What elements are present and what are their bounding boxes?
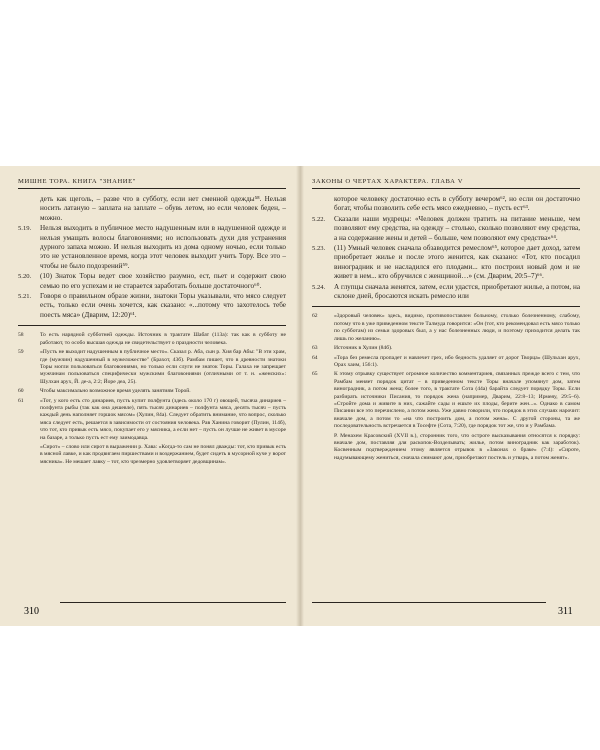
- paragraph-number: [312, 195, 334, 214]
- paragraph-text: Нельзя выходить в публичное место надушенным или в надушенной одежде и нельзя умащать волосы благовониями; но использовать духи для устранения дурного запаха можно. И нельзя выходить из дома одному ночью, если только это не установленное время, когда этот человек выходит учить Тору. Все это – чтобы не было подозрений⁵⁹.: [40, 224, 286, 270]
- footnote-text: Чтобы максимально возможное время уделять занятиям Торой.: [40, 388, 191, 395]
- paragraph: [312, 195, 580, 214]
- paragraph-number: 5.20.: [18, 273, 32, 281]
- footnote-text: То есть нарядной субботней одежды. Источник в трактате Шабат (113а): так как в субботу не работают, то особо высшая одежда не свидетельствует о праздности человека.: [40, 332, 286, 346]
- footnote: [18, 332, 286, 347]
- footnote-divider: [312, 306, 580, 307]
- running-header-right: ЗАКОНЫ О ЧЕРТАХ ХАРАКТЕРА. ГЛАВА V: [312, 178, 580, 189]
- footnote: [312, 371, 580, 430]
- paragraph-text: А глупцы сначала женятся, затем, если удастся, приобретают жилье, а потом, на склоне дней, бросаются искать ремесло или: [334, 282, 581, 301]
- left-page: [18, 178, 286, 618]
- paragraph-number: [18, 195, 40, 223]
- footnote-text: «Тора без ремесла пропадет и навлечет грех, ибо бедность удаляет от дорог Творца» (Шульхан арух, Орах хаим, 156:1).: [334, 354, 580, 368]
- paragraph: [18, 195, 286, 223]
- footnote-number: 63: [312, 345, 318, 352]
- paragraph-text: (10) Знаток Торы ведет свое хозяйство разумно, ест, пьет и содержит свою семью по его успехам и не старается заработать больше достаточного⁶⁰.: [40, 272, 286, 290]
- main-text-left: [18, 195, 286, 320]
- footnote-number: 62: [312, 313, 318, 320]
- footnote: [18, 444, 286, 466]
- bottom-rule-left: [60, 602, 286, 603]
- paragraph-text: Говоря о правильном образе жизни, знатоки Торы указывали, что мясо следует есть, только если очень хочется, как сказано: «...потому что захотелось тебе поесть мяса» (Дварим, 12:20)⁶¹.: [40, 292, 286, 319]
- footnote-text: «Пусть не выходит надушенным в публичное место». Сказал р. Аба, сын р. Хия бар Абы: "В эти храм, где (мужчин) надушенный в мужеложестве" (Брахот, 43б). Рамбам пишет, что в древности знатоки Торы могли пользоваться благовониями, но только если слуги не знаток Торы. Галаха не запрещает мужчинам пользоваться специфически мужскими благовониями (отличными от т. н. «женских»: Шулхан арух, Й. де-а, 2:2; Йоре деа, 25).: [40, 349, 286, 385]
- page-number-right: 311: [558, 606, 573, 617]
- paragraph: [18, 224, 286, 271]
- footnote: [312, 355, 580, 370]
- paragraph-number: 5.21.: [18, 293, 32, 301]
- paragraph-text: деть как щеголь, – разве что в субботу, если нет сменной одежды⁵⁸. Нельзя носить латаную – заплата на заплате – обувь летом, но если человек беден, – можно.: [40, 195, 286, 222]
- footnote-number: 59: [18, 349, 24, 356]
- footnote: [312, 433, 580, 463]
- footnote: [18, 349, 286, 386]
- footnotes-right: [312, 313, 580, 462]
- footnote-number: [18, 444, 40, 466]
- footnotes-left: [18, 332, 286, 466]
- footnote: [18, 388, 286, 395]
- book-gutter: [296, 166, 304, 626]
- main-text-right: [312, 195, 580, 301]
- footnote-text: «Тот, у кого есть сто динариев, пусть купит полфунта (здесь около 170 г) овощей, тысяча динариев – полфунта рыбы (так как она дешевле), пять тысяч динариев – полфунта мяса, десять тысяч – пусть каждый день наполняет горшок мясом» (Хулин, 84а). Следует обратить внимание, что вопрос, сколько мяса следует есть, решается в зависимости от состояния человека. Рав Ханина говорит (Пулин, 114б), что тот, кто привык есть мясо, покупает его у мясника, а если нет – пусть он лучше не живет в мусоре на базаре, а только пусть ест ему заимодавца.: [40, 397, 286, 441]
- paragraph: [18, 292, 286, 320]
- paragraph-number: 5.24.: [312, 283, 326, 291]
- bottom-rule-right: [312, 602, 546, 603]
- paragraph-number: 5.23.: [312, 245, 326, 253]
- paragraph: [312, 283, 580, 302]
- paragraph: [18, 272, 286, 291]
- footnote-number: 65: [312, 371, 318, 378]
- footnote-text: Р. Менахем Красовский (ХVII в.), сторонник того, что остроге высказывания относятся к порядку: вначале дом, поставляя для раскопок-Возделывать; жилье, потом виноградник как заработок). Косвенным подтверждением этому является отрывок в «Законах о браке» (7:4): «Сироте, надумывающему жениться, сначала снимают дом, приобретают постель и утварь, а потом женят».: [334, 432, 580, 461]
- paragraph-text: Сказали наши мудрецы: «Человек должен тратить на питание меньше, чем позволяют ему средства, на одежду – столько, сколько позволяют ему средства, а на содержание жены и детей – больше, чем позволяют ему средства»⁶⁴.: [334, 214, 580, 242]
- footnote-number: 60: [18, 388, 24, 395]
- footnote-divider: [18, 325, 286, 326]
- running-header-left: МИШНЕ ТОРА. КНИГА "ЗНАНИЕ": [18, 178, 286, 189]
- footnote: [312, 345, 580, 352]
- paragraph-text: которое человеку достаточно есть в субботу вечером⁶², но если он достаточно богат, чтобы позволить себе есть мясо ежедневно, – пусть ест⁶³.: [334, 195, 580, 213]
- paragraph-number: 5.22.: [312, 215, 326, 223]
- footnote-text: «Здоровый человек» здесь, видимо, противопоставлен больному, столько болезненному, слабому, потому что в уже приведенном тексте Талмуда говорится: «Он (тот, кто рекомендовал есть мясо только по субботам) из семьи здоровых был, а у нас болезненных люди, и поэтому приходится делать так лишь по желанию».: [334, 313, 580, 342]
- footnote-number: 61: [18, 397, 24, 404]
- paragraph-text: (11) Умный человек сначала обзаводится ремеслом⁶⁵, которое дает доход, затем приобретает жилье и после этого женится, как сказано: «Тот, кто посадил виноградник и не насладился его плодами... кто построил новый дом и не живет в нем... кто обручился с женщиной…» (см. Дварим, 20:5–7)⁶⁶.: [334, 244, 580, 281]
- footnote: [18, 398, 286, 442]
- page-number-left: 310: [24, 606, 39, 617]
- paragraph-number: 5.19.: [18, 225, 32, 233]
- footnote-number: [312, 433, 334, 463]
- paragraph: [312, 215, 580, 243]
- right-page: [312, 178, 580, 618]
- footnote-number: 64: [312, 354, 318, 361]
- footnote-text: Источник в Хулин (84б).: [334, 345, 393, 352]
- footnote: [312, 313, 580, 343]
- footnote-text: «Сирот» – слово или сирот в выражении р. Хава: «Когда-то сам не понял дважды: тот, кто привык есть в мясной лавке, и как продвигаем пиршествами и воздержанием, будет сидеть в мусорной куче у ворот мясника». Не мешает лавку – тот, кто чрезмерно удовлетворяет дедовщинам».: [40, 443, 286, 465]
- footnote-text: К этому отрывку существует огромное количество комментариев, связанных прежде всего с тем, что Рамбам меняет порядок цитат – в приведенном тексте Торы вначале упомянут дом, затем виноградник, а потом жена; более того, в трактате Сота (44а) барайта следует порядку Торы. Если разбирать источники Писания, то порядок жена (например, Дварим, 22:8–13; Ирмеяу, 29:5–6). «Стройте дома и живите в них, сажайте сады и ешьте их плоды, берите жен...». Однако в самом Писании все это перечислено, а потом жена. Уже давно говорили, что порядок в этих случаях нарочит: вначале дом, а потом то «на что построить дом, а потом жена». С другой стороны, та же последовательность встречается в Тосефте (Сота, 7:20), где порядок тот же, что и у Рамбама.: [334, 371, 580, 430]
- paragraph: [312, 244, 580, 282]
- footnote-number: 58: [18, 332, 24, 339]
